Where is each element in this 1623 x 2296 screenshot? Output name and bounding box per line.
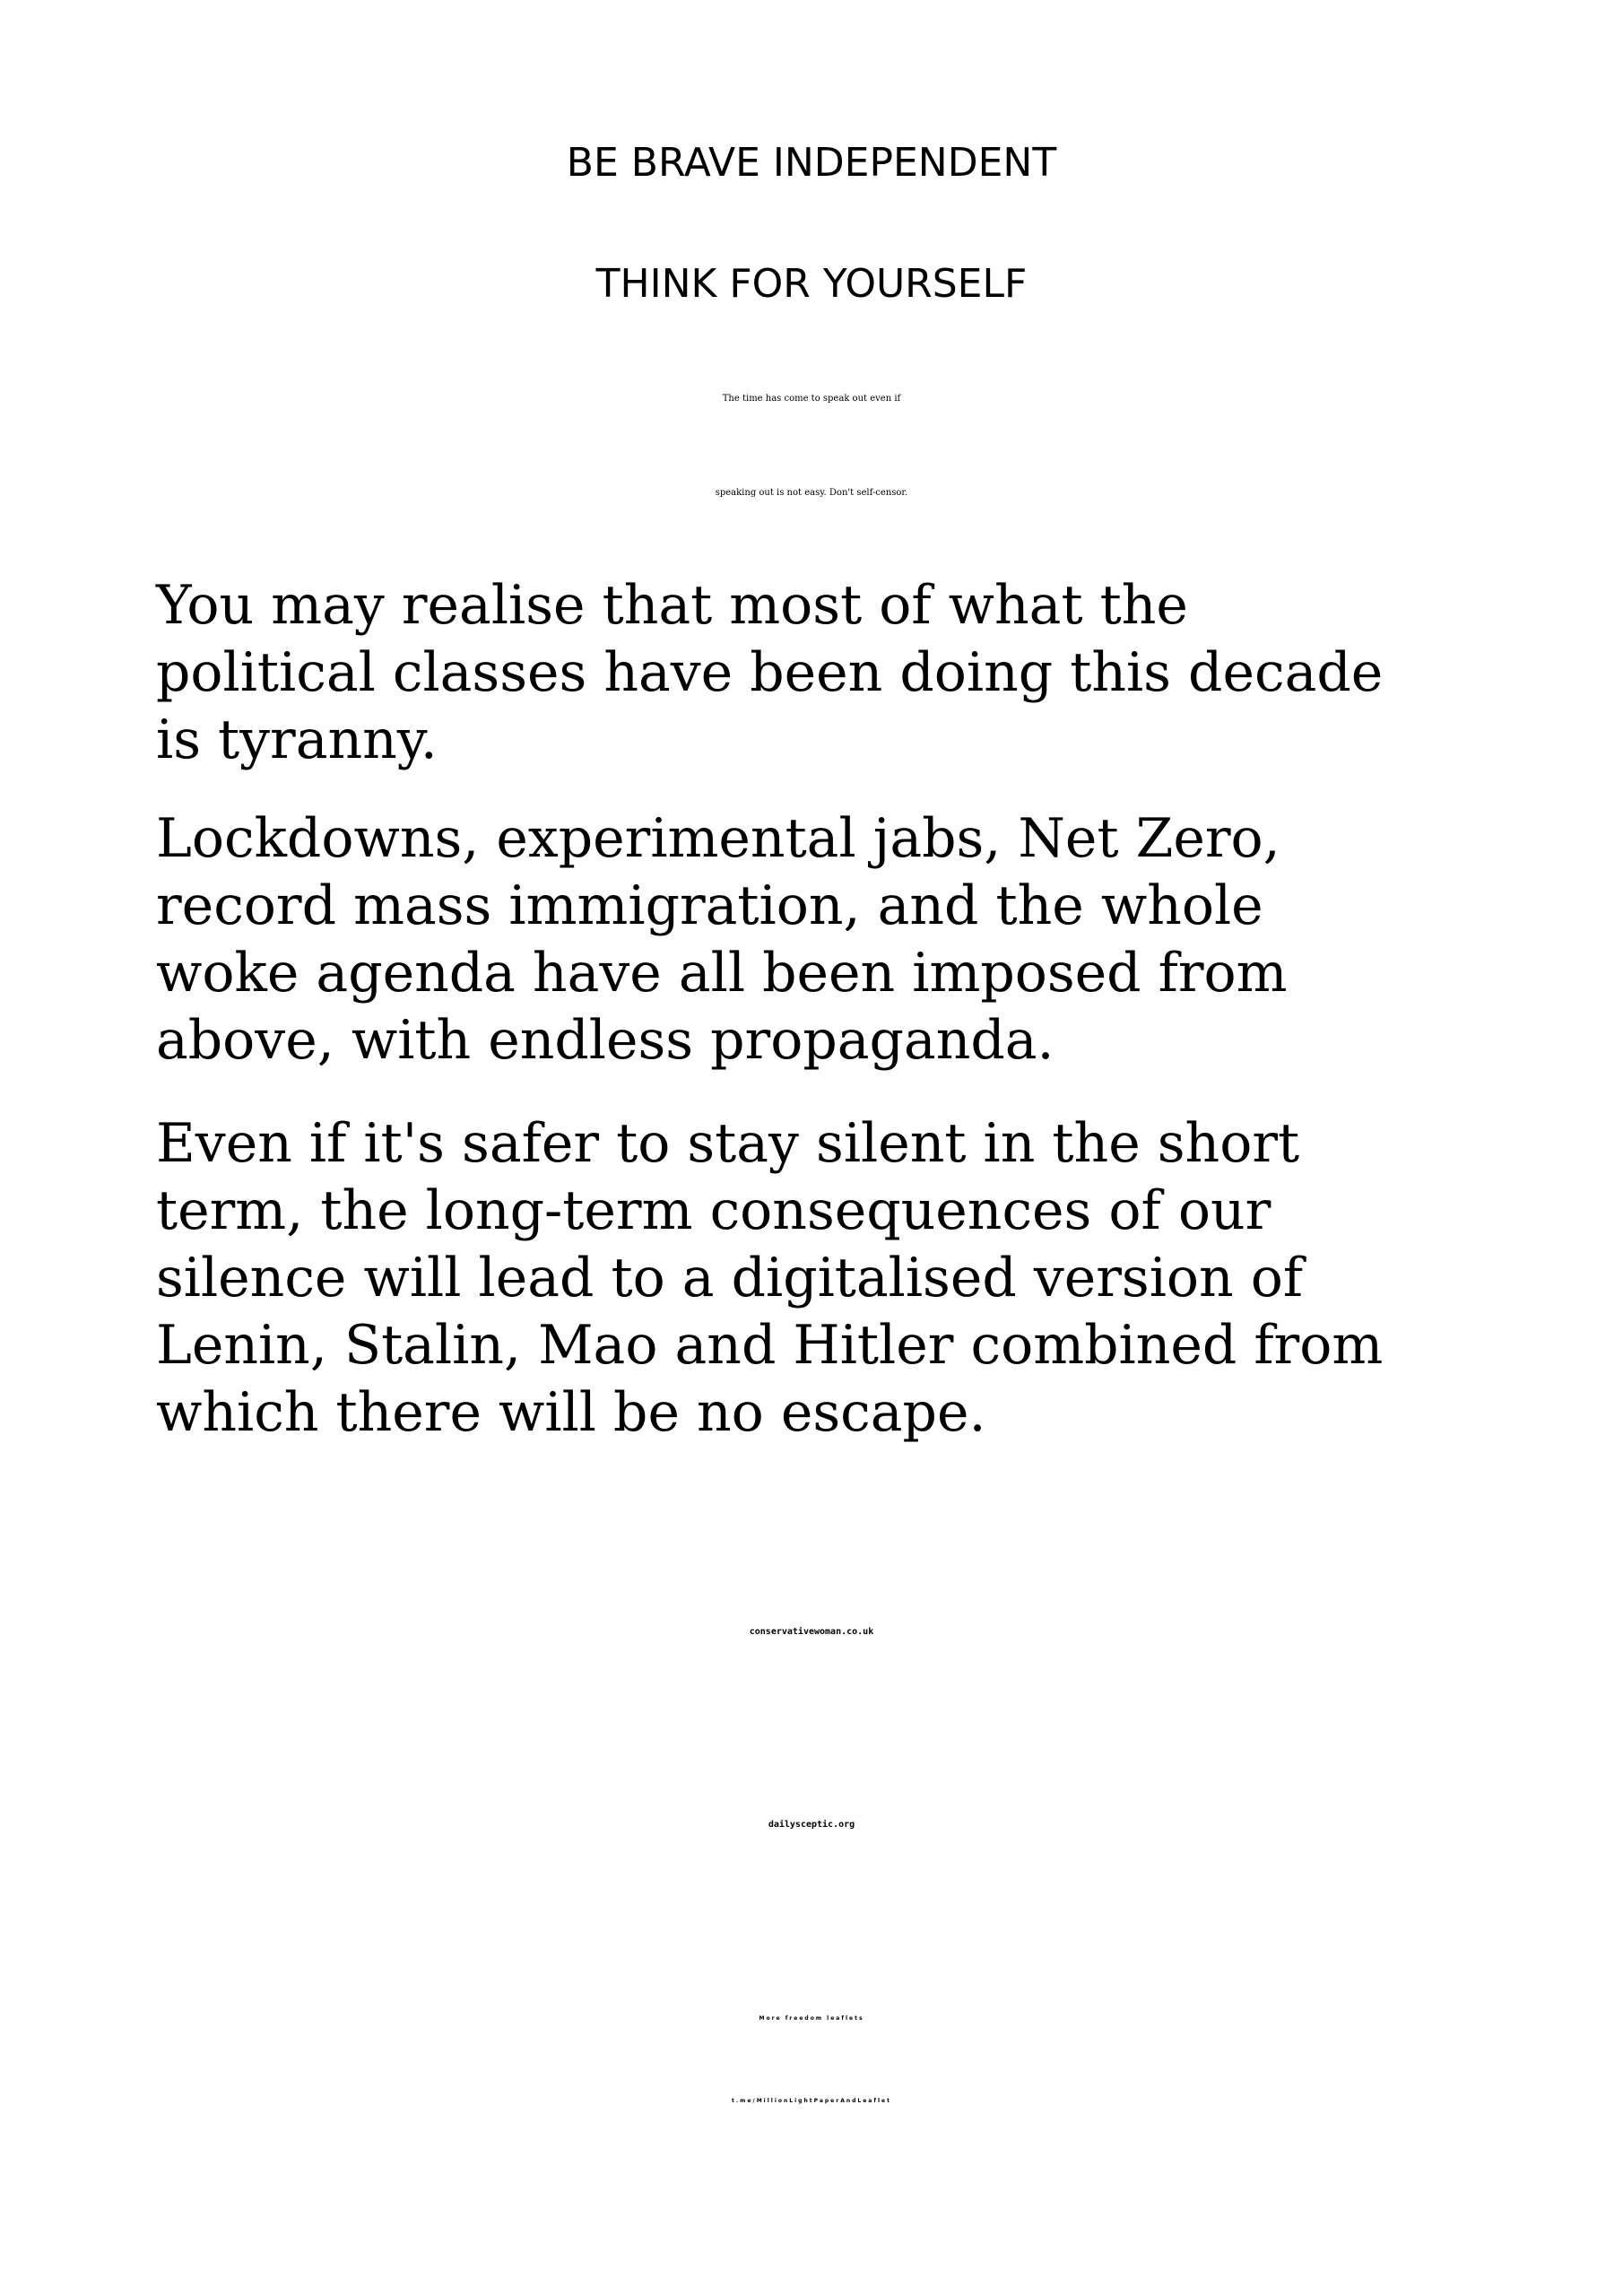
paragraph-2-line-4: above, with endless propaganda.	[156, 1009, 1055, 1072]
subheading-line-1: The time has come to speak out even if	[722, 394, 901, 404]
paragraph-1-line-1: You may realise that most of what the	[156, 574, 1188, 637]
paragraph-3-line-1: Even if it's safer to stay silent in the short	[156, 1112, 1300, 1175]
paragraph-1-line-3: is tyranny.	[156, 709, 438, 771]
paragraph-1-line-2: political classes have been doing this decade	[156, 641, 1384, 704]
link-2-site[interactable]: dailysceptic.org	[768, 1820, 855, 1830]
footer-more-leaflets: More freedom leaflets	[759, 2015, 864, 2022]
subheading-line-2: speaking out is not easy. Don't self-censor.	[715, 488, 908, 498]
paragraph-3-line-5: which there will be no escape.	[156, 1381, 986, 1444]
paragraph-3-line-2: term, the long-term consequences of our	[156, 1179, 1271, 1242]
headline-line-2: THINK FOR YOURSELF	[595, 261, 1028, 307]
paragraph-3-line-4: Lenin, Stalin, Mao and Hitler combined from	[156, 1314, 1384, 1377]
footer-telegram-link[interactable]: t.me/MillionLightPaperAndLeaflet	[732, 2098, 891, 2104]
paragraph-2-line-1: Lockdowns, experimental jabs, Net Zero,	[156, 807, 1280, 870]
paragraph-2-line-2: record mass immigration, and the whole	[156, 874, 1263, 937]
link-1-site[interactable]: conservativewoman.co.uk	[749, 1627, 874, 1637]
paragraph-2-line-3: woke agenda have all been imposed from	[156, 942, 1288, 1004]
headline-line-1: BE BRAVE INDEPENDENT	[566, 140, 1057, 186]
paragraph-3-line-3: silence will lead to a digitalised version of	[156, 1247, 1304, 1309]
